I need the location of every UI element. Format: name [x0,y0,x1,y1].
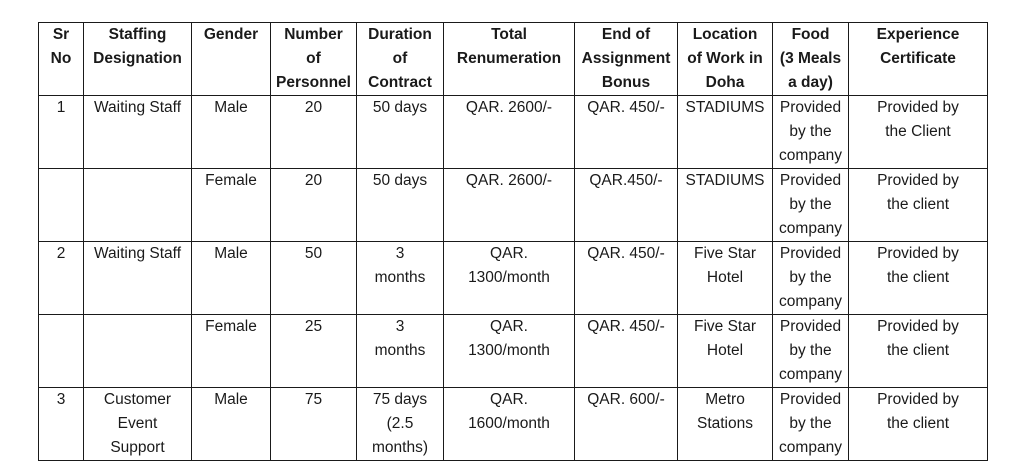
cell-gender: Female [192,315,271,388]
cell-gender: Male [192,242,271,315]
cell-food: Provided by the company [773,96,849,169]
table-row [39,242,988,315]
cell-designation: Waiting Staff [84,242,192,315]
cell-designation [84,169,192,242]
table-row [39,315,988,388]
cell-sr-no: 3 [39,388,84,461]
cell-location: Five Star Hotel [678,315,773,388]
cell-personnel: 75 [271,388,357,461]
cell-certificate: Provided by the Client [849,96,988,169]
cell-personnel: 20 [271,96,357,169]
cell-renumeration: QAR. 2600/- [444,169,575,242]
cell-personnel: 20 [271,169,357,242]
header-location-of-work: Location of Work in Doha [678,23,773,96]
header-number-of-personnel: Number of Personnel [271,23,357,96]
cell-bonus: QAR. 600/- [575,388,678,461]
header-total-renumeration: Total Renumeration [444,23,575,96]
cell-location: Metro Stations [678,388,773,461]
cell-renumeration: QAR. 1600/month [444,388,575,461]
cell-sr-no: 1 [39,96,84,169]
header-experience-certificate: Experience Certificate [849,23,988,96]
table-row [39,169,988,242]
cell-location: STADIUMS [678,96,773,169]
cell-bonus: QAR. 450/- [575,242,678,315]
cell-certificate: Provided by the client [849,169,988,242]
cell-duration: 50 days [357,169,444,242]
table-header-row [39,23,988,96]
cell-renumeration: QAR. 2600/- [444,96,575,169]
cell-duration: 3 months [357,315,444,388]
table-row [39,96,988,169]
cell-personnel: 25 [271,315,357,388]
staffing-table [38,22,988,461]
table-row [39,388,988,461]
cell-food: Provided by the company [773,242,849,315]
cell-designation [84,315,192,388]
cell-certificate: Provided by the client [849,388,988,461]
cell-duration: 50 days [357,96,444,169]
cell-gender: Male [192,388,271,461]
cell-designation: Waiting Staff [84,96,192,169]
header-food: Food (3 Meals a day) [773,23,849,96]
header-duration-of-contract: Duration of Contract [357,23,444,96]
cell-location: STADIUMS [678,169,773,242]
cell-sr-no: 2 [39,242,84,315]
cell-renumeration: QAR. 1300/month [444,242,575,315]
cell-bonus: QAR. 450/- [575,315,678,388]
header-gender: Gender [192,23,271,96]
cell-renumeration: QAR. 1300/month [444,315,575,388]
cell-bonus: QAR.450/- [575,169,678,242]
cell-duration: 3 months [357,242,444,315]
cell-personnel: 50 [271,242,357,315]
header-sr-no: Sr No [39,23,84,96]
cell-sr-no [39,169,84,242]
cell-food: Provided by the company [773,169,849,242]
cell-location: Five Star Hotel [678,242,773,315]
cell-sr-no [39,315,84,388]
cell-gender: Male [192,96,271,169]
cell-certificate: Provided by the client [849,315,988,388]
cell-gender: Female [192,169,271,242]
cell-food: Provided by the company [773,388,849,461]
cell-food: Provided by the company [773,315,849,388]
header-end-of-assignment-bonus: End of Assignment Bonus [575,23,678,96]
header-staffing-designation: Staffing Designation [84,23,192,96]
cell-bonus: QAR. 450/- [575,96,678,169]
cell-certificate: Provided by the client [849,242,988,315]
cell-duration: 75 days (2.5 months) [357,388,444,461]
cell-designation: Customer Event Support [84,388,192,461]
